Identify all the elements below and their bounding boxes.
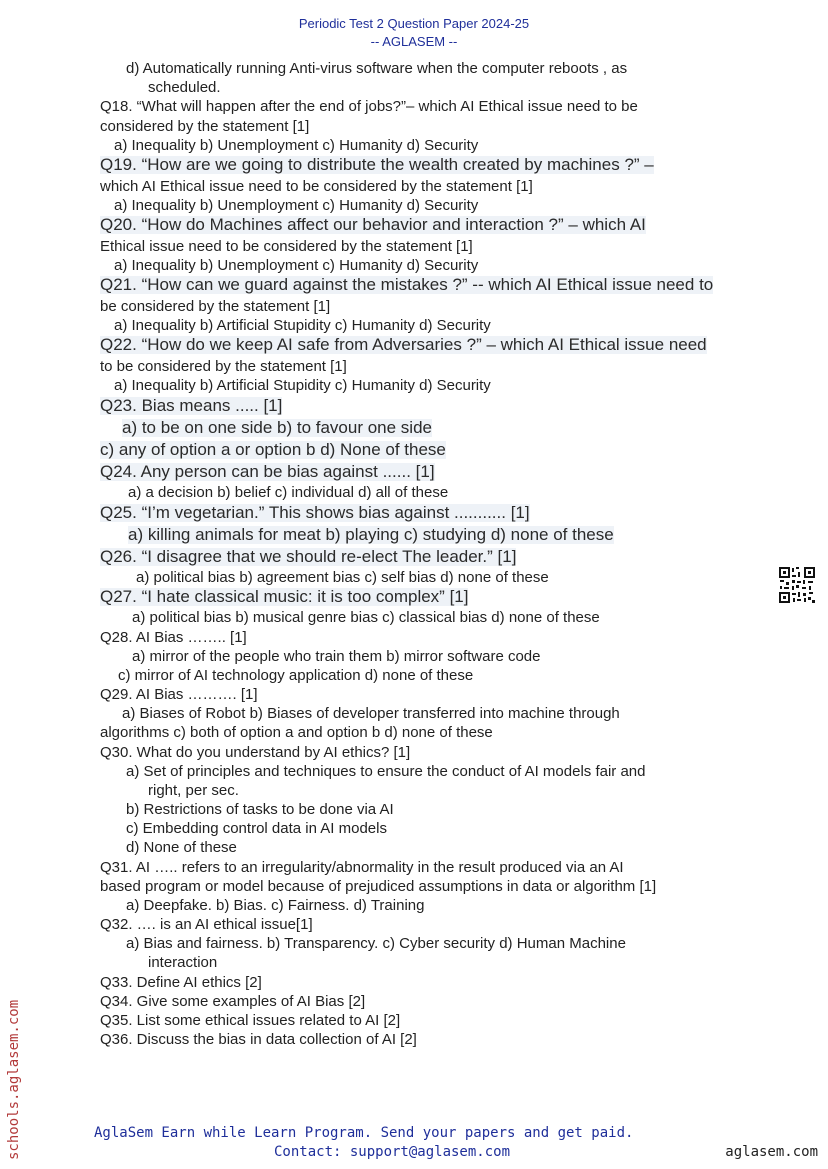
options-line: algorithms c) both of option a and option b d) none of these xyxy=(100,724,493,741)
options-line: a) Bias and fairness. b) Transparency. c) Cyber security d) Human Machine xyxy=(126,935,626,952)
options-line: a) a decision b) belief c) individual d) all of these xyxy=(128,484,449,501)
text-line: to be considered by the statement [1] xyxy=(100,358,347,375)
text-line: be considered by the statement [1] xyxy=(100,298,331,315)
question-line: Q20. “How do Machines affect our behavior and interaction ?” – which AI xyxy=(100,215,646,234)
text-line: scheduled. xyxy=(148,79,221,96)
question-line: Q28. AI Bias …….. [1] xyxy=(100,629,247,646)
options-line: a) Inequality b) Unemployment c) Humanity d) Security xyxy=(114,137,479,154)
question-line: Q23. Bias means ..... [1] xyxy=(100,396,283,415)
options-line: a) Inequality b) Unemployment c) Humanity d) Security xyxy=(114,197,479,214)
qr-code-icon xyxy=(778,566,816,604)
options-line: a) Set of principles and techniques to ensure the conduct of AI models fair and xyxy=(126,763,646,780)
footer-site[interactable]: aglasem.com xyxy=(725,1144,818,1160)
options-line: a) Inequality b) Artificial Stupidity c) Humanity d) Security xyxy=(114,317,491,334)
options-line: c) mirror of AI technology application d) none of these xyxy=(118,667,474,684)
footer-promo: AglaSem Earn while Learn Program. Send your papers and get paid. xyxy=(94,1125,634,1141)
options-line: a) political bias b) agreement bias c) self bias d) none of these xyxy=(136,569,549,586)
options-line: a) Deepfake. b) Bias. c) Fairness. d) Training xyxy=(126,897,425,914)
text-line: which AI Ethical issue need to be considered by the statement [1] xyxy=(100,178,533,195)
question-line: Q29. AI Bias ………. [1] xyxy=(100,686,258,703)
page-subtitle: -- AGLASEM -- xyxy=(370,34,458,49)
question-line: Q32. …. is an AI ethical issue[1] xyxy=(100,916,313,933)
question-line: Q33. Define AI ethics [2] xyxy=(100,974,262,991)
options-line: c) Embedding control data in AI models xyxy=(126,820,387,837)
text-line: based program or model because of prejudiced assumptions in data or algorithm [1] xyxy=(100,878,657,895)
text-line: Ethical issue need to be considered by the statement [1] xyxy=(100,238,473,255)
question-line: Q22. “How do we keep AI safe from Adversaries ?” – which AI Ethical issue need xyxy=(100,335,707,354)
question-line: Q24. Any person can be bias against ...... [1] xyxy=(100,462,435,481)
page-title: Periodic Test 2 Question Paper 2024-25 xyxy=(298,16,530,31)
question-line: Q36. Discuss the bias in data collection of AI [2] xyxy=(100,1031,417,1048)
options-line: b) Restrictions of tasks to be done via AI xyxy=(126,801,394,818)
question-line: Q30. What do you understand by AI ethics? [1] xyxy=(100,744,411,761)
question-line: Q25. “I’m vegetarian.” This shows bias against ........... [1] xyxy=(100,503,530,522)
question-line: Q18. “What will happen after the end of jobs?”– which AI Ethical issue need to be xyxy=(100,98,638,115)
options-line: a) Inequality b) Unemployment c) Humanity d) Security xyxy=(114,257,479,274)
options-line: a) Inequality b) Artificial Stupidity c) Humanity d) Security xyxy=(114,377,491,394)
options-line: a) political bias b) musical genre bias c) classical bias d) none of these xyxy=(132,609,600,626)
footer-contact[interactable]: Contact: support@aglasem.com xyxy=(274,1144,511,1160)
options-line: a) Biases of Robot b) Biases of developer transferred into machine through xyxy=(122,705,620,722)
text-line: interaction xyxy=(148,954,218,971)
options-line: a) mirror of the people who train them b) mirror software code xyxy=(132,648,541,665)
question-line: Q31. AI ….. refers to an irregularity/abnormality in the result produced via an AI xyxy=(100,859,624,876)
options-line: a) killing animals for meat b) playing c) studying d) none of these xyxy=(128,525,614,544)
side-watermark: schools.aglasem.com xyxy=(6,999,22,1160)
options-line: a) to be on one side b) to favour one side xyxy=(122,418,432,437)
text-line: considered by the statement [1] xyxy=(100,118,310,135)
options-line: d) None of these xyxy=(126,839,237,856)
question-line: Q21. “How can we guard against the mistakes ?” -- which AI Ethical issue need to xyxy=(100,275,714,294)
question-line: Q27. “I hate classical music: it is too complex” [1] xyxy=(100,587,469,606)
question-line: Q34. Give some examples of AI Bias [2] xyxy=(100,993,366,1010)
text-line: d) Automatically running Anti-virus software when the computer reboots , as xyxy=(126,60,628,77)
options-line: c) any of option a or option b d) None of these xyxy=(100,440,446,459)
question-line: Q26. “I disagree that we should re-elect The leader.” [1] xyxy=(100,547,517,566)
question-line: Q35. List some ethical issues related to AI [2] xyxy=(100,1012,401,1029)
question-line: Q19. “How are we going to distribute the wealth created by machines ?” – xyxy=(100,155,654,174)
text-line: right, per sec. xyxy=(148,782,239,799)
